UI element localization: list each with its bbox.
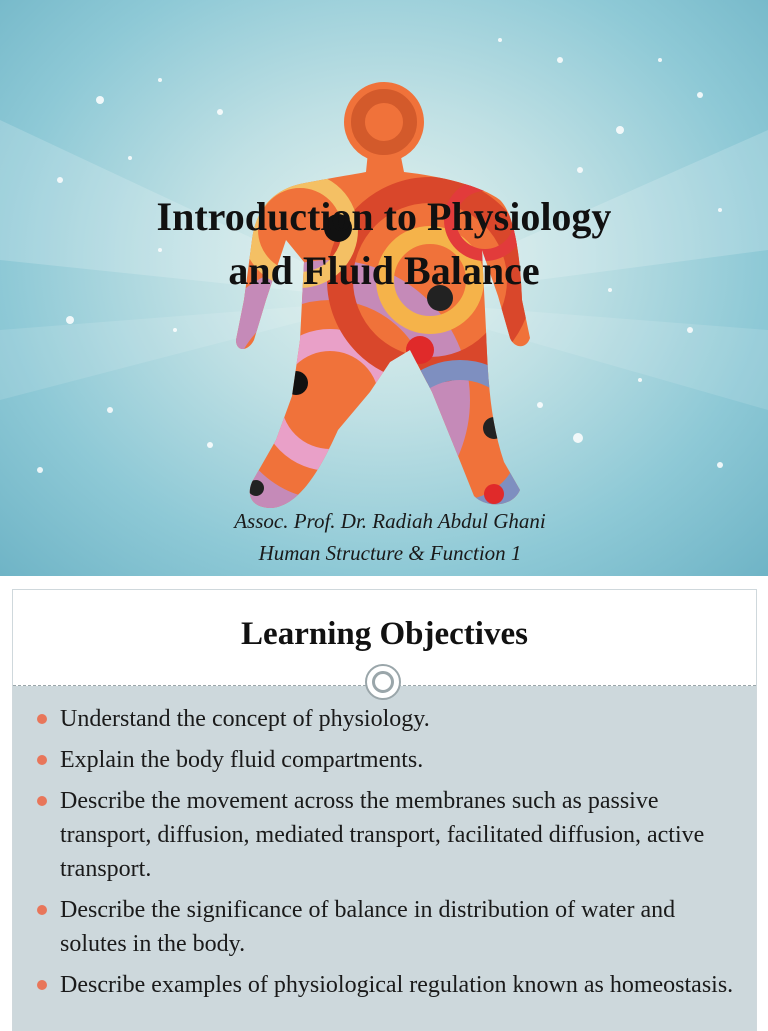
- bullet-icon: [37, 796, 47, 806]
- objectives-list: [37, 702, 737, 1009]
- objective-text: Describe the movement across the membranes such as passive transport, diffusion, mediated transport, facilitated diffusion, active transport.: [60, 788, 705, 882]
- objective-text: Understand the concept of physiology.: [60, 706, 430, 732]
- list-item: [37, 893, 737, 961]
- list-item: [37, 743, 737, 777]
- bullet-icon: [37, 755, 47, 765]
- learning-objectives-slide: [12, 589, 757, 1031]
- course-name: Human Structure & Function 1: [258, 541, 522, 565]
- objective-text: Describe examples of physiological regulation known as homeostasis.: [60, 972, 734, 998]
- title-line-1: Introduction to Physiology: [156, 194, 612, 239]
- title-line-2: and Fluid Balance: [228, 248, 540, 293]
- slide-subtitle: [200, 505, 580, 569]
- slide-title: [0, 190, 768, 298]
- bullet-icon: [37, 980, 47, 990]
- ring-ornament-icon: [365, 664, 401, 700]
- list-item: [37, 702, 737, 736]
- list-item: [37, 968, 737, 1002]
- bullet-icon: [37, 714, 47, 724]
- bullet-icon: [37, 905, 47, 915]
- objective-text: Describe the significance of balance in distribution of water and solutes in the body.: [60, 897, 676, 957]
- author-name: Assoc. Prof. Dr. Radiah Abdul Ghani: [234, 509, 546, 533]
- objective-text: Explain the body fluid compartments.: [60, 747, 424, 773]
- slide-heading: Learning Objectives: [241, 616, 528, 652]
- list-item: [37, 784, 737, 886]
